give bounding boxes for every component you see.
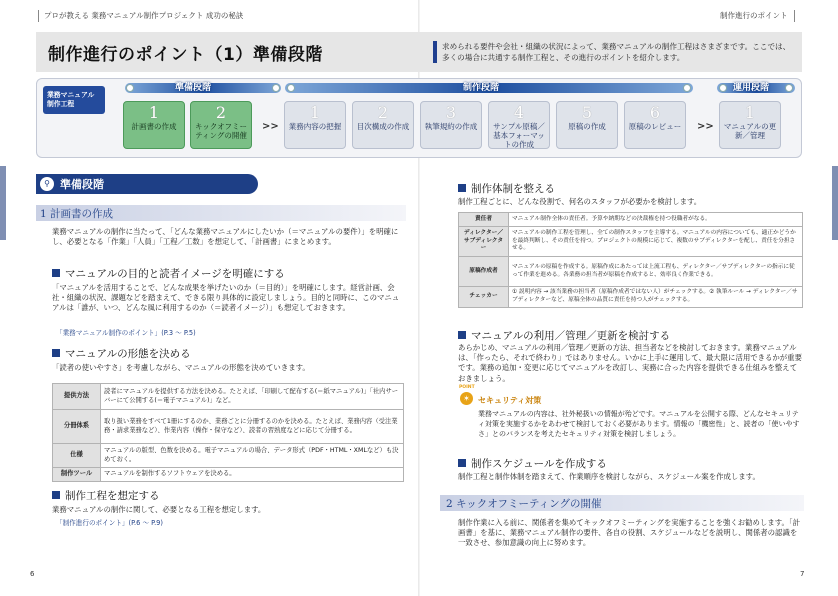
table-row: 制作ツール マニュアルを制作するソフトウェアを決める。 [53, 468, 404, 482]
phase-dot [287, 84, 295, 92]
chevron-icon: >> [262, 121, 279, 132]
step-writing-rules: 3 執筆規約の作成 [420, 101, 482, 149]
side-index-tab-left [0, 166, 6, 240]
process-flow-label: 業務マニュアル制作工程 [43, 86, 105, 114]
heading-purpose: マニュアルの目的と読者イメージを明確にする [52, 266, 285, 281]
table-row: 分冊体系 取り扱い業務をすべて1冊にするのか、業務ごとに分冊するのかを決める。たとえば、業務内容（受注業務・請求業務など）、作業内容（操作・保守など）、読者の習熟度などに応じて分冊する。 [53, 410, 404, 444]
header-chapter-title: 制作進行のポイント [720, 11, 788, 20]
reference-link[interactable]: 「業務マニュアル制作のポイント」(P.3 ～ P.5) [56, 329, 196, 337]
header-divider-left [38, 10, 39, 22]
square-bullet-icon [52, 349, 60, 357]
phase-dot [683, 84, 691, 92]
square-bullet-icon [458, 184, 466, 192]
heading-team: 制作体制を整える [458, 181, 555, 196]
paragraph: 制作工程と制作体制を踏まえて、作業順序を検討しながら、スケジュール案を作成します。 [458, 472, 760, 481]
heading-format: マニュアルの形態を決める [52, 346, 191, 361]
square-bullet-icon [52, 269, 60, 277]
page-title: 制作進行のポイント（1）準備段階 [48, 45, 323, 65]
phase-label-production: 制作段階 [463, 83, 500, 93]
heading-process: 制作工程を想定する [52, 488, 160, 503]
reference-link[interactable]: 「制作進行のポイント」(P.6 ～ P.9) [56, 519, 163, 527]
paragraph: 制作工程ごとに、どんな役割で、何名のスタッフが必要かを検討します。 [458, 197, 702, 206]
point-tag: POINT [459, 385, 475, 390]
table-row: チェッカー ① 説明内容 → 該当業務の担当者（原稿作成者ではない人）がチェックする。② 執筆ルール → ディレクター／サブディレクターなど、原稿全体の品質に責任を持つ人がチェックする。 [459, 287, 803, 308]
table-row: 提供方法 読者にマニュアルを提供する方法を決める。たとえば、「印刷して配布する(＝紙マニュアル)」「社内サーバーにて公開する(＝電子マニュアル)」など。 [53, 384, 404, 410]
header-book-title: プロが教える 業務マニュアル制作プロジェクト 成功の秘訣 [44, 11, 244, 20]
paragraph: 制作作業に入る前に、関係者を集めてキックオフミーティングを実施することを強くお勧めします。「計画書」を基に、業務マニュアル制作の要件、各自の役割、スケジュールなどを説明し、関係者の認識を一致させ、参加意識の向上に努めます。 [458, 518, 800, 548]
phase-dot [719, 84, 727, 92]
step-toc: 2 目次構成の作成 [352, 101, 414, 149]
paragraph: 業務マニュアルの制作に関して、必要となる工程を想定します。 [52, 505, 266, 514]
table-row: 仕様 マニュアルの版型、色数を決める。電子マニュアルの場合、データ形式（PDF・HTML・XMLなど）も決めておく。 [53, 444, 404, 468]
phase-label-prep: 準備段階 [175, 83, 212, 93]
square-bullet-icon [458, 331, 466, 339]
subheading-plan: 1 計画書の作成 [40, 208, 114, 220]
table-row: 原稿作成者 マニュアルの原稿を作成する。原稿作成にあたっては上流工程も、ディレクター／サブディレクターの指示に従って作業を進める。各業務の担当者が原稿を作成すると、効率良く作業できる。 [459, 257, 803, 287]
phase-dot [126, 84, 134, 92]
step-plan: 1 計画書の作成 [123, 101, 185, 149]
search-icon: ⚲ [40, 177, 54, 191]
step-review: 6 原稿のレビュー [624, 101, 686, 149]
phase-dot [272, 84, 280, 92]
heading-operation: マニュアルの利用／管理／更新を検討する [458, 328, 670, 343]
title-description: 求められる要件や会社・組織の状況によって、業務マニュアルの制作工程はさまざまです。ここでは、多くの場合に共通する制作工程と、その進行のポイントを紹介します。 [442, 42, 791, 62]
step-sample-format: 4 サンプル原稿／基本フォーマットの作成 [488, 101, 550, 149]
header-divider-right [794, 10, 795, 22]
page-number-left: 6 [30, 570, 35, 578]
note-body: 業務マニュアルの内容は、社外秘扱いの情報が殆どです。マニュアルを公開する際、どんなセキュリティ対策を実施するかをあわせて検討しておく必要があります。情報の「機密性」と、読者の「使いやすさ」とのバランスを考えたセキュリティ対策を検討しましょう。 [478, 410, 800, 438]
paragraph: 「読者の使いやすさ」を考慮しながら、マニュアルの形態を決めていきます。 [52, 363, 310, 372]
phase-dot [785, 84, 793, 92]
paragraph: 「マニュアルを活用することで、どんな成果を挙げたいのか（＝目的）」を明確にします。経営計画、会社・組織の状況、課題などを踏まえて、できる限り具体的に設定しましょう。目的と同時に、このマニュアルは「誰が、いつ、どんな風に利用するのか（＝読者イメージ）」も想定しておきます。 [52, 283, 400, 313]
paragraph: あらかじめ、マニュアルの利用／管理／更新の方法、担当者などを検討しておきます。業務マニュアルは、「作ったら、それで終わり」ではありません。いかに上手に運用して、最大限に活用できるかが重要です。業務の追加・変更に応じてマニュアルを改訂し、実務に合った内容を提供できる仕組みを整えておきましょう。 [458, 343, 802, 383]
side-index-tab-right [832, 166, 838, 240]
section-heading: 準備段階 [60, 178, 104, 191]
phase-label-operation: 運用段階 [733, 83, 770, 93]
chevron-icon: >> [697, 121, 714, 132]
format-table [52, 383, 404, 482]
lightbulb-icon: ✶ [460, 392, 473, 405]
subheading-kickoff: 2 キックオフミーティングの開催 [446, 498, 602, 510]
table-row: ディレクター／サブディレクター マニュアルの制作工程を管理し、全ての制作スタッフを主導する。マニュアルの内容についても、適正かどうかを最終判断し、その責任を持つ。プロジェクトの規模に応じて、複数のサブディレクターを配し、責任を分担させる。 [459, 227, 803, 257]
heading-schedule: 制作スケジュールを作成する [458, 456, 607, 471]
table-row: 責任者 マニュアル制作全体の責任者。予算や納期などの決裁権を持つ役職者がなる。 [459, 213, 803, 227]
page-number-right: 7 [800, 570, 805, 578]
team-table [458, 212, 803, 308]
step-kickoff: 2 キックオフミーティングの開催 [190, 101, 252, 149]
square-bullet-icon [52, 491, 60, 499]
step-business-grasp: 1 業務内容の把握 [284, 101, 346, 149]
note-title: セキュリティ対策 [478, 396, 542, 405]
step-update-manage: 1 マニュアルの更新／管理 [719, 101, 781, 149]
paragraph: 業務マニュアルの制作に当たって、「どんな業務マニュアルにしたいか（＝マニュアルの要件）」を明確にし、必要となる「作業」「人員」「工程／工数」を想定して、「計画書」にまとめます。 [52, 227, 399, 247]
title-accent-bar [433, 41, 437, 63]
square-bullet-icon [458, 459, 466, 467]
step-draft: 5 原稿の作成 [556, 101, 618, 149]
